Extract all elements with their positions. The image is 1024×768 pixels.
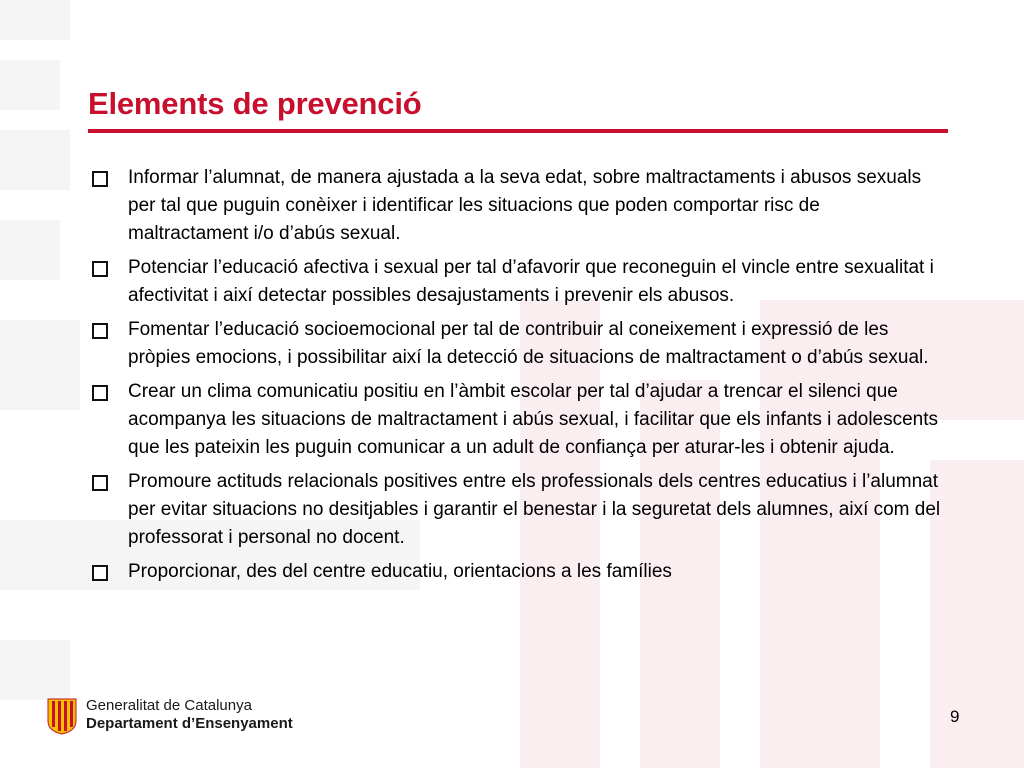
- checkbox-square-icon: [92, 475, 108, 491]
- footer-line-1: Generalitat de Catalunya: [86, 697, 252, 714]
- bullet-text: Potenciar l’educació afectiva i sexual per tal d’afavorir que reconeguin el vincle entre sexualitat i afectivitat i així detectar possibles desajustaments i prevenir els abusos.: [128, 257, 934, 306]
- slide-title: Elements de prevenció: [88, 86, 422, 121]
- bullet-text: Promoure actituds relacionals positives entre els professionals dels centres educatius i l’alumnat per evitar situacions no desitjables i garantir el benestar i la seguretat dels alumnes, així com del professorat i personal no docent.: [128, 471, 941, 548]
- checkbox-square-icon: [92, 261, 108, 277]
- page-number: 9: [950, 707, 960, 726]
- checkbox-square-icon: [92, 171, 108, 187]
- generalitat-logo-icon: [46, 697, 78, 735]
- bullet-text: Proporcionar, des del centre educatiu, orientacions a les famílies: [128, 561, 672, 582]
- list-item: [92, 378, 942, 462]
- checkbox-square-icon: [92, 565, 108, 581]
- bullet-text: Crear un clima comunicatiu positiu en l’àmbit escolar per tal d’ajudar a trencar el silenci que acompanya les situacions de maltractament i abús sexual, i facilitar que els infants i adolescents que les pateixin les puguin comunicar a un adult de confiança per aturar-les i obtenir ajuda.: [128, 381, 939, 458]
- checkbox-square-icon: [92, 323, 108, 339]
- list-item: [92, 254, 942, 310]
- bullet-list: [92, 164, 942, 592]
- bullet-text: Fomentar l’educació socioemocional per tal de contribuir al coneixement i expressió de les pròpies emocions, i possibilitar així la detecció de situacions de maltractament o d’abús sexual.: [128, 319, 929, 368]
- list-item: [92, 558, 942, 586]
- list-item: [92, 164, 942, 248]
- list-item: [92, 316, 942, 372]
- checkbox-square-icon: [92, 385, 108, 401]
- footer-institution: [86, 697, 293, 733]
- title-underline: [88, 129, 948, 133]
- list-item: [92, 468, 942, 552]
- bullet-text: Informar l’alumnat, de manera ajustada a la seva edat, sobre maltractaments i abusos sexuals per tal que puguin conèixer i identificar les situacions que poden comportar risc de maltractament i/o d’abús sexual.: [128, 167, 922, 244]
- footer-line-2: Departament d’Ensenyament: [86, 715, 293, 732]
